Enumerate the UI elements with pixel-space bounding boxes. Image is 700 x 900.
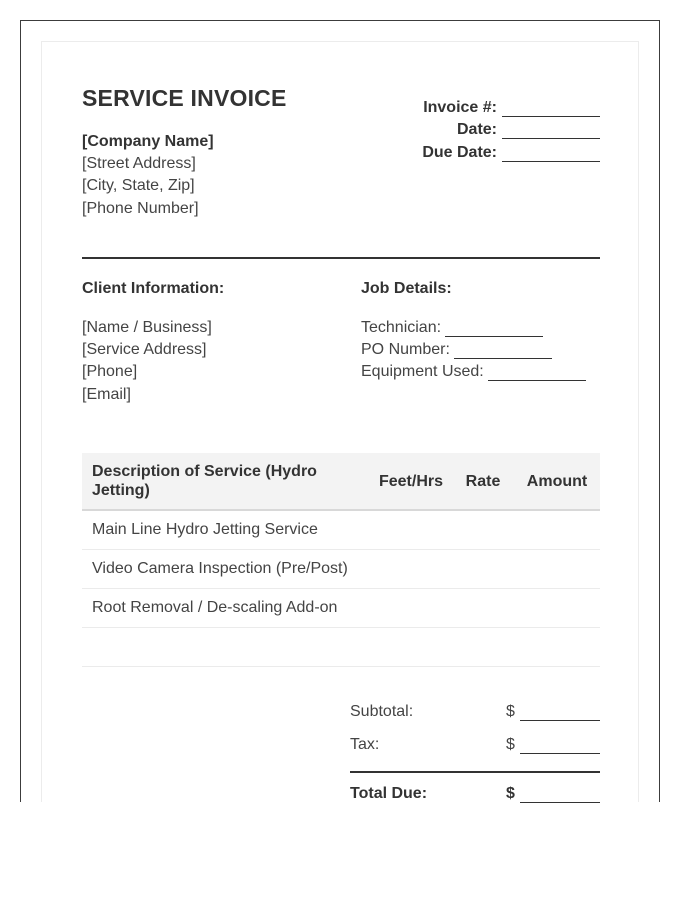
- invoice-number-row: [423, 99, 600, 117]
- client-phone: [Phone]: [82, 363, 138, 380]
- row-amount[interactable]: [514, 510, 600, 550]
- column-header-rate: Rate: [452, 453, 514, 510]
- row-feet-hrs[interactable]: [370, 550, 452, 589]
- equipment-label: Equipment Used:: [361, 363, 484, 380]
- total-due-currency: $: [506, 785, 515, 802]
- table-row: [82, 628, 600, 667]
- tax-row: [350, 736, 600, 754]
- company-phone: [Phone Number]: [82, 200, 199, 217]
- row-rate[interactable]: [452, 589, 514, 628]
- po-number-label: PO Number:: [361, 341, 450, 358]
- column-header-description: Description of Service (Hydro Jetting): [82, 453, 370, 510]
- po-number-row: [361, 341, 552, 359]
- technician-label: Technician:: [361, 319, 442, 336]
- invoice-number-field[interactable]: [502, 102, 600, 117]
- company-street: [Street Address]: [82, 155, 196, 172]
- subtotal-row: [350, 703, 600, 721]
- tax-field[interactable]: [520, 739, 600, 754]
- due-date-label: Due Date:: [422, 144, 497, 161]
- equipment-row: [361, 363, 586, 381]
- tax-label: Tax:: [350, 736, 380, 753]
- total-due-row: [350, 785, 600, 803]
- row-amount[interactable]: [514, 628, 600, 667]
- job-details-heading: Job Details:: [361, 280, 452, 297]
- technician-field[interactable]: [445, 322, 543, 337]
- client-name: [Name / Business]: [82, 319, 212, 336]
- date-row: [457, 121, 600, 139]
- column-header-amount: Amount: [514, 453, 600, 510]
- company-city: [City, State, Zip]: [82, 177, 195, 194]
- company-name: [Company Name]: [82, 133, 214, 150]
- date-label: Date:: [456, 121, 497, 138]
- services-table: [82, 453, 600, 667]
- table-row: [82, 550, 600, 589]
- header-divider: [82, 257, 600, 259]
- row-rate[interactable]: [452, 550, 514, 589]
- due-date-field[interactable]: [502, 147, 600, 162]
- date-field[interactable]: [502, 124, 600, 139]
- row-amount[interactable]: [514, 589, 600, 628]
- table-header-row: [82, 453, 600, 510]
- client-address: [Service Address]: [82, 341, 207, 358]
- technician-row: [361, 319, 543, 337]
- subtotal-currency: $: [506, 703, 515, 720]
- client-info-heading: Client Information:: [82, 280, 225, 297]
- row-description[interactable]: Video Camera Inspection (Pre/Post): [82, 550, 370, 589]
- table-row: [82, 510, 600, 550]
- row-rate[interactable]: [452, 628, 514, 667]
- subtotal-field[interactable]: [520, 706, 600, 721]
- po-number-field[interactable]: [454, 344, 552, 359]
- invoice-number-label: Invoice #:: [423, 99, 497, 116]
- row-feet-hrs[interactable]: [370, 589, 452, 628]
- row-description[interactable]: Main Line Hydro Jetting Service: [82, 510, 370, 550]
- tax-currency: $: [506, 736, 515, 753]
- equipment-field[interactable]: [488, 366, 586, 381]
- total-due-label: Total Due:: [350, 785, 428, 802]
- row-description[interactable]: Root Removal / De-scaling Add-on: [82, 589, 370, 628]
- totals-divider: [350, 771, 600, 773]
- subtotal-label: Subtotal:: [350, 703, 414, 720]
- due-date-row: [422, 144, 600, 162]
- table-row: [82, 589, 600, 628]
- invoice-title: SERVICE INVOICE: [82, 85, 287, 111]
- row-rate[interactable]: [452, 510, 514, 550]
- row-feet-hrs[interactable]: [370, 628, 452, 667]
- client-email: [Email]: [82, 386, 131, 403]
- column-header-feet-hrs: Feet/Hrs: [370, 453, 452, 510]
- row-description[interactable]: [82, 628, 370, 667]
- row-amount[interactable]: [514, 550, 600, 589]
- row-feet-hrs[interactable]: [370, 510, 452, 550]
- total-due-field[interactable]: [520, 788, 600, 803]
